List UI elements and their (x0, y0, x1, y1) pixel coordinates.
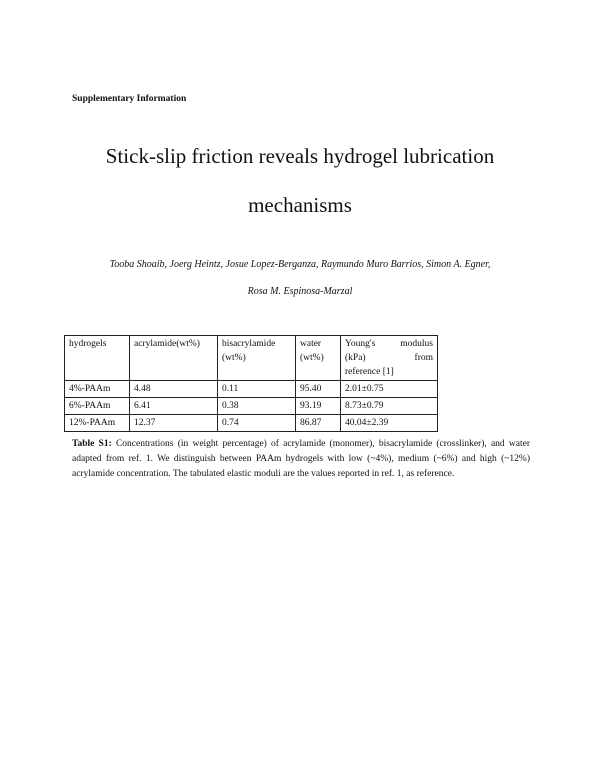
young-header-line1: Young's modulus (345, 339, 433, 349)
cell-acrylamide: 12.37 (130, 415, 218, 432)
table-caption (72, 437, 530, 482)
caption-text: Concentrations (in weight percentage) of acrylamide (monomer), bisacrylamide (crosslinker), and water adapted from ref. 1. We distinguish between PAAm hydrogels with low (~4%), medium (~6%) and high (~12%) acrylamide concentration. The tabulated elastic moduli are the values reported in ref. 1, as reference. (72, 439, 530, 479)
cell-bisacrylamide: 0.74 (218, 415, 296, 432)
paper-title-line2: mechanisms (248, 193, 352, 217)
cell-youngs-modulus: 40.04±2.39 (341, 415, 438, 432)
header-youngs-modulus (341, 336, 438, 381)
authors-line1: Tooba Shoaib, Joerg Heintz, Josue Lopez-Berganza, Raymundo Muro Barrios, Simon A. Egner, (109, 259, 491, 270)
cell-bisacrylamide: 0.11 (218, 381, 296, 398)
young-header-line3: reference [1] (345, 367, 394, 377)
cell-hydrogel: 4%-PAAm (65, 381, 130, 398)
header-bisacrylamide: bisacrylamide (wt%) (218, 336, 296, 381)
header-acrylamide: acrylamide(wt%) (130, 336, 218, 381)
cell-youngs-modulus: 8.73±0.79 (341, 398, 438, 415)
cell-youngs-modulus: 2.01±0.75 (341, 381, 438, 398)
cell-acrylamide: 6.41 (130, 398, 218, 415)
young-header-line2: (kPa) from (345, 353, 433, 363)
table-row (65, 415, 438, 432)
cell-water: 93.19 (296, 398, 341, 415)
cell-bisacrylamide: 0.38 (218, 398, 296, 415)
table-header-row (65, 336, 438, 381)
cell-hydrogel: 6%-PAAm (65, 398, 130, 415)
cell-acrylamide: 4.48 (130, 381, 218, 398)
authors-line2: Rosa M. Espinosa-Marzal (247, 286, 353, 297)
header-hydrogels: hydrogels (65, 336, 130, 381)
supplementary-information-label: Supplementary Information (72, 94, 187, 104)
cell-water: 95.40 (296, 381, 341, 398)
table-row (65, 381, 438, 398)
cell-hydrogel: 12%-PAAm (65, 415, 130, 432)
table-row (65, 398, 438, 415)
caption-label: Table S1: (72, 439, 112, 449)
composition-table (64, 335, 438, 432)
paper-title-line1: Stick-slip friction reveals hydrogel lubrication (105, 144, 495, 168)
cell-water: 86.87 (296, 415, 341, 432)
header-water: water (wt%) (296, 336, 341, 381)
